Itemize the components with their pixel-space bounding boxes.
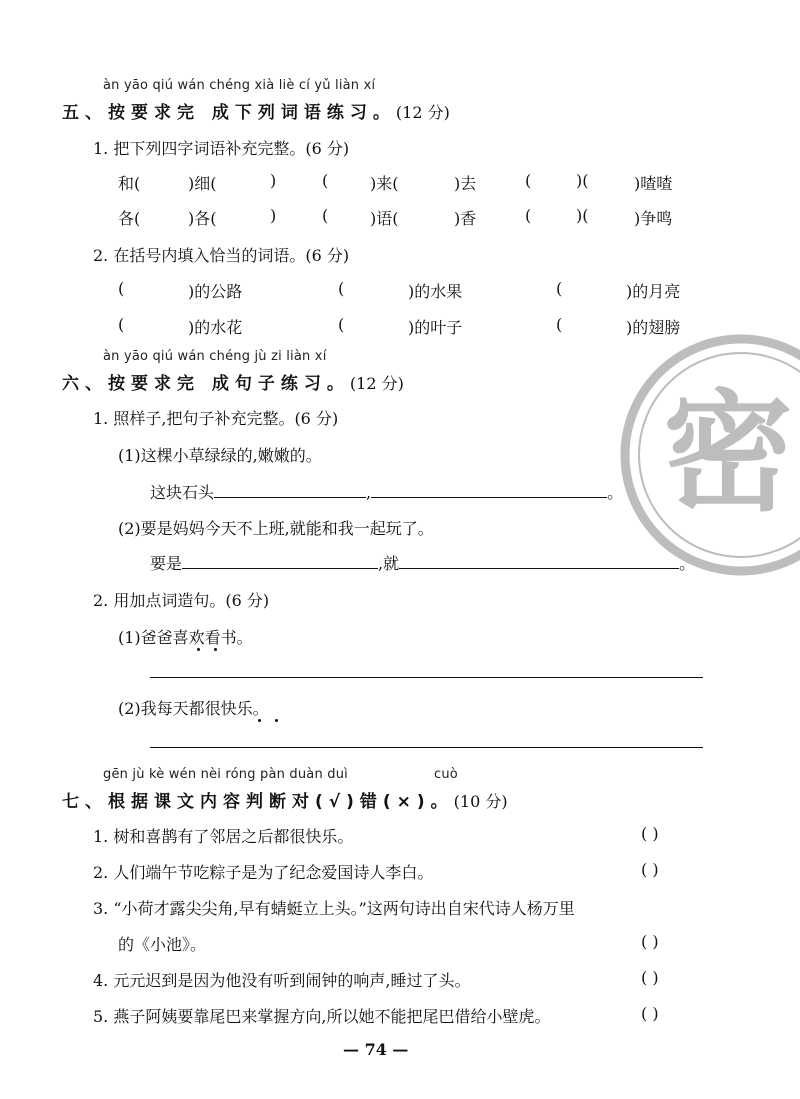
- q1-row2-h: )(: [576, 206, 589, 225]
- q1-row1-a: 和(: [118, 174, 141, 193]
- q2-item-1-tail: )的公路: [188, 282, 243, 301]
- stamp-character: 密: [662, 377, 794, 529]
- answer-paren[interactable]: ( ): [641, 860, 659, 879]
- example-2: (2)要是妈妈今天不上班,就能和我一起玩了。: [118, 519, 434, 538]
- blank-line[interactable]: [214, 483, 366, 498]
- q1-row2-b: )各(: [188, 209, 217, 228]
- fill-1: [150, 480, 623, 503]
- q1-row2-d: (: [322, 206, 329, 225]
- fill-1-prefix: 这块石头: [150, 483, 215, 502]
- judge-item-3-cont: 的《小池》。: [118, 935, 207, 954]
- page-number: — 74 —: [343, 1040, 409, 1059]
- section6-title: [62, 369, 404, 394]
- sentence-1: (1)爸爸喜欢看书。: [118, 628, 253, 647]
- section5-q1: 1. 把下列四字词语补充完整。(6 分): [93, 139, 350, 158]
- fill-1-end: 。: [607, 483, 624, 502]
- judge-item-3: 3. “小荷才露尖尖角,早有蜻蜓立上头。”这两句诗出自宋代诗人杨万里: [93, 899, 575, 918]
- q1-row2-c: ): [270, 206, 277, 225]
- section7-title-text: 七、根据课文内容判断对(√)错(×)。: [62, 792, 454, 812]
- answer-paren[interactable]: ( ): [641, 824, 659, 843]
- judge-item-2: 2. 人们端午节吃粽子是为了纪念爱国诗人李白。: [93, 863, 434, 882]
- section6-pinyin: àn yāo qiú wán chéng jù zi liàn xí: [103, 349, 327, 364]
- section7-pinyin-cuo: cuò: [434, 767, 458, 782]
- q2-item-4-tail: )的水花: [188, 318, 243, 337]
- answer-line-2[interactable]: [150, 747, 703, 748]
- q1-row1-f: )去: [454, 174, 477, 193]
- sentence-2: (2)我每天都很快乐。: [118, 699, 269, 718]
- blank-line[interactable]: [371, 483, 607, 498]
- fill-1-comma: ,: [366, 483, 372, 502]
- blank-line[interactable]: [182, 554, 378, 569]
- q2-item-6-tail: )的翅膀: [626, 318, 681, 337]
- section7-pinyin: gēn jù kè wén nèi róng pàn duàn duì: [103, 767, 348, 782]
- q2-item-3-tail: )的月亮: [626, 282, 681, 301]
- q1-row1-i: )喳喳: [634, 174, 673, 193]
- q1-row1-b: )细(: [188, 174, 217, 193]
- q2-item-2-open: (: [338, 279, 345, 298]
- q1-row1-d: (: [322, 171, 329, 190]
- answer-line-1[interactable]: [150, 677, 703, 678]
- answer-paren[interactable]: ( ): [641, 968, 659, 987]
- q2-item-2-tail: )的水果: [408, 282, 463, 301]
- q1-row2-g: (: [525, 206, 532, 225]
- q1-row1-c: ): [270, 171, 277, 190]
- q2-item-1-open: (: [118, 279, 125, 298]
- q1-row2-a: 各(: [118, 209, 141, 228]
- answer-paren[interactable]: ( ): [641, 1004, 659, 1023]
- section5-title-text: 五、按要求完 成下列词语练习。: [62, 103, 396, 123]
- confidential-stamp: [616, 330, 800, 580]
- q2-item-6-open: (: [556, 315, 563, 334]
- section5-q2: 2. 在括号内填入恰当的词语。(6 分): [93, 246, 350, 265]
- fill-2-end: 。: [679, 554, 696, 573]
- q1-row2-e: )语(: [370, 209, 399, 228]
- emphasis-dot: [197, 648, 200, 651]
- emphasis-dot: [275, 719, 278, 722]
- q2-item-5-tail: )的叶子: [408, 318, 463, 337]
- judge-item-5: 5. 燕子阿姨要靠尾巴来掌握方向,所以她不能把尾巴借给小壁虎。: [93, 1007, 551, 1026]
- q1-row2-f: )香: [454, 209, 477, 228]
- q2-item-3-open: (: [556, 279, 563, 298]
- section6-q1: 1. 照样子,把句子补充完整。(6 分): [93, 409, 339, 428]
- q1-row1-e: )来(: [370, 174, 399, 193]
- section6-score: (12 分): [349, 374, 404, 393]
- section7-title: [62, 787, 508, 812]
- q2-item-5-open: (: [338, 315, 345, 334]
- q1-row2-i: )争鸣: [634, 209, 673, 228]
- fill-2-mid: ,就: [378, 554, 400, 573]
- answer-paren[interactable]: ( ): [641, 932, 659, 951]
- judge-item-1: 1. 树和喜鹊有了邻居之后都很快乐。: [93, 827, 354, 846]
- q1-row1-g: (: [525, 171, 532, 190]
- section5-pinyin: àn yāo qiú wán chéng xià liè cí yǔ liàn xí: [103, 78, 376, 93]
- fill-2: [150, 551, 695, 574]
- blank-line[interactable]: [399, 554, 679, 569]
- emphasis-dot: [214, 648, 217, 651]
- q1-row1-h: )(: [576, 171, 589, 190]
- section6-title-text: 六、按要求完 成句子练习。: [62, 374, 350, 394]
- judge-item-4: 4. 元元迟到是因为他没有听到闹钟的响声,睡过了头。: [93, 971, 471, 990]
- section5-title: [62, 98, 450, 123]
- emphasis-dot: [258, 719, 261, 722]
- fill-2-prefix: 要是: [150, 554, 183, 573]
- q2-item-4-open: (: [118, 315, 125, 334]
- section6-q2: 2. 用加点词造句。(6 分): [93, 591, 270, 610]
- example-1: (1)这棵小草绿绿的,嫩嫩的。: [118, 446, 322, 465]
- section5-score: (12 分): [395, 103, 450, 122]
- section7-score: (10 分): [453, 792, 508, 811]
